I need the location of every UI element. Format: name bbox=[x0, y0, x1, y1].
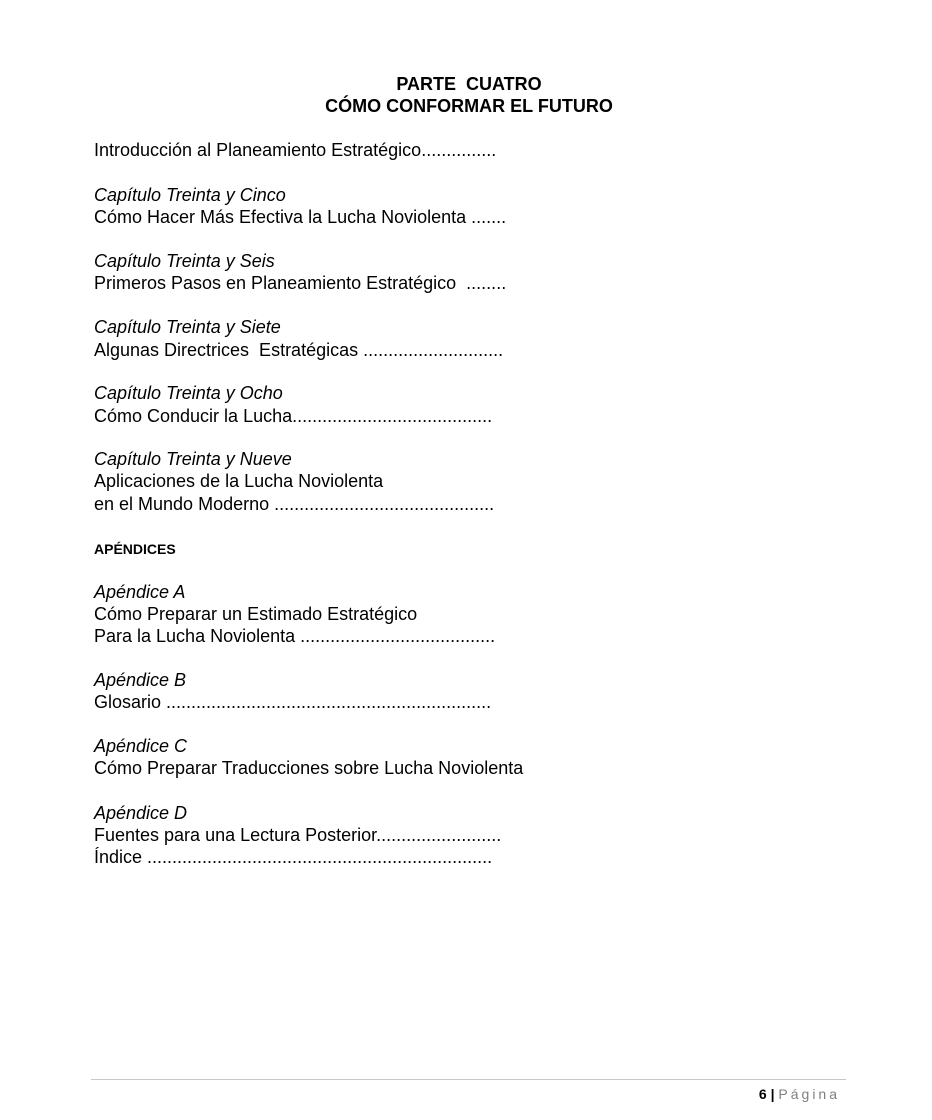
chapter-35-title: Cómo Hacer Más Efectiva la Lucha Noviolenta ....... bbox=[94, 207, 507, 227]
appendix-b-label: Apéndice B bbox=[94, 670, 187, 690]
appendix-c-label: Apéndice C bbox=[94, 736, 188, 756]
part-title: PARTE CUATRO bbox=[396, 74, 542, 94]
chapter-36-label: Capítulo Treinta y Seis bbox=[94, 251, 275, 271]
chapter-37-title: Algunas Directrices Estratégicas ............................ bbox=[94, 340, 504, 360]
appendix-c-title: Cómo Preparar Traducciones sobre Lucha Noviolenta bbox=[94, 758, 524, 778]
appendix-d-label: Apéndice D bbox=[94, 803, 188, 823]
appendices-heading: APÉNDICES bbox=[94, 541, 176, 557]
chapter-38-label: Capítulo Treinta y Ocho bbox=[94, 383, 283, 403]
chapter-39-title-line1: Aplicaciones de la Lucha Noviolenta bbox=[94, 471, 384, 491]
toc-entry-intro: Introducción al Planeamiento Estratégico............... bbox=[94, 140, 497, 160]
appendix-b-title: Glosario ................................................................. bbox=[94, 692, 492, 712]
index-entry: Índice ..................................................................... bbox=[94, 847, 493, 867]
chapter-38-title: Cómo Conducir la Lucha........................................ bbox=[94, 406, 493, 426]
chapter-35-label: Capítulo Treinta y Cinco bbox=[94, 185, 286, 205]
page-word: Página bbox=[778, 1086, 840, 1102]
footer-divider bbox=[91, 1079, 846, 1080]
chapter-39-title-line2: en el Mundo Moderno ............................................ bbox=[94, 494, 495, 514]
part-subtitle: CÓMO CONFORMAR EL FUTURO bbox=[325, 96, 613, 116]
footer-separator: | bbox=[766, 1086, 779, 1102]
appendix-d-title: Fuentes para una Lectura Posterior......................... bbox=[94, 825, 502, 845]
appendix-a-title-line2: Para la Lucha Noviolenta ....................................... bbox=[94, 626, 496, 646]
page-footer bbox=[759, 1084, 840, 1104]
page-number: 6 bbox=[758, 1086, 767, 1102]
appendix-a-label: Apéndice A bbox=[94, 582, 186, 602]
chapter-39-label: Capítulo Treinta y Nueve bbox=[94, 449, 292, 469]
chapter-37-label: Capítulo Treinta y Siete bbox=[94, 317, 281, 337]
chapter-36-title: Primeros Pasos en Planeamiento Estratégico ........ bbox=[94, 273, 507, 293]
appendix-a-title-line1: Cómo Preparar un Estimado Estratégico bbox=[94, 604, 418, 624]
